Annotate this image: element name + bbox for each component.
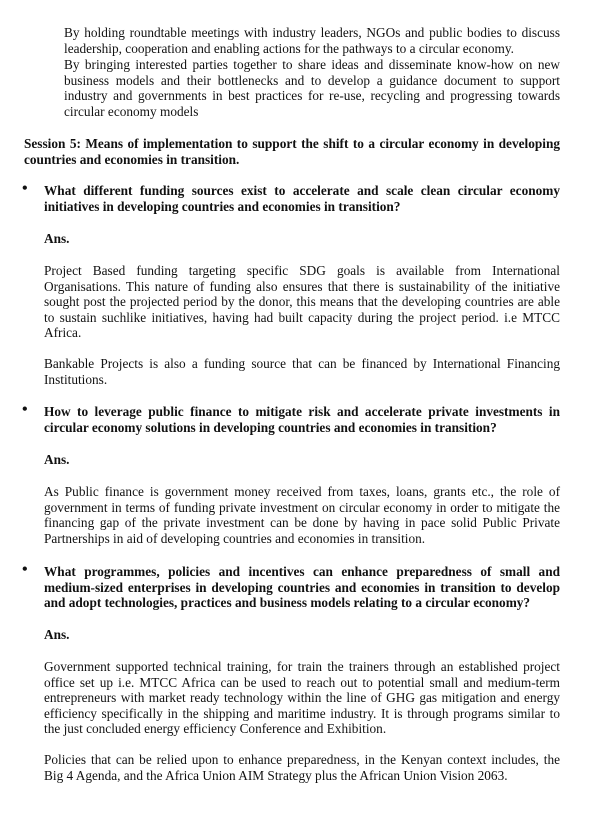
session-heading: Session 5: Means of implementation to support the shift to a circular economy in developing countries and economies in transition. [24,136,560,167]
question-1: What different funding sources exist to accelerate and scale clean circular economy initiatives in developing countries and economies in transition? [44,183,560,214]
answer-label-3: Ans. [44,627,70,642]
question-3: What programmes, policies and incentives can enhance preparedness of small and medium-sized enterprises in developing countries and economies in transition to develop and adopt technologies, practices and business models relating to a circular economy? [44,564,560,611]
answer-3-paragraph-1: Government supported technical training, for train the trainers through an established project office set up i.e. MTCC Africa can be used to reach out to potential small and medium-term entrepreneurs with market ready technology within the line of GHG gas mitigation and energy efficiency specifically in the shipping and maritime industry. It is through programs similar to the just concluded energy efficiency Conference and Exhibition. [44,659,560,737]
answer-2-paragraph-1: As Public finance is government money received from taxes, loans, grants etc., the role of government in terms of funding private investment on circular economy in order to mitigate the financing gap of the private investment can be done by having in pace solid Public Private Partnerships in aid of developing countries and economies in transition. [44,484,560,546]
bullet-marker: • [22,401,28,418]
answer-label-1: Ans. [44,231,70,246]
intro-paragraph-2: By bringing interested parties together to share ideas and disseminate know-how on new business models and their bottlenecks and to develop a guidance document to support industry and governments in best practices for re-use, recycling and progressing towards circular economy models [64,57,560,119]
answer-1-paragraph-1: Project Based funding targeting specific SDG goals is available from International Organisations. This nature of funding also ensures that there is sustainability of the initiative sought post the projected period by the donor, this means that the developing countries are able to sustain suchlike initiatives, having had built capacity during the project period. i.e MTCC Africa. [44,263,560,341]
intro-paragraph-1: By holding roundtable meetings with industry leaders, NGOs and public bodies to discuss leadership, cooperation and enabling actions for the pathways to a circular economy. [64,25,560,56]
answer-3-paragraph-2: Policies that can be relied upon to enhance preparedness, in the Kenyan context includes, the Big 4 Agenda, and the Africa Union AIM Strategy plus the African Union Vision 2063. [44,752,560,783]
bullet-marker: • [22,180,28,197]
answer-1-paragraph-2: Bankable Projects is also a funding source that can be financed by International Financing Institutions. [44,356,560,387]
question-2: How to leverage public finance to mitigate risk and accelerate private investments in circular economy solutions in developing countries and economies in transition? [44,404,560,435]
bullet-marker: • [22,561,28,578]
answer-label-2: Ans. [44,452,70,467]
